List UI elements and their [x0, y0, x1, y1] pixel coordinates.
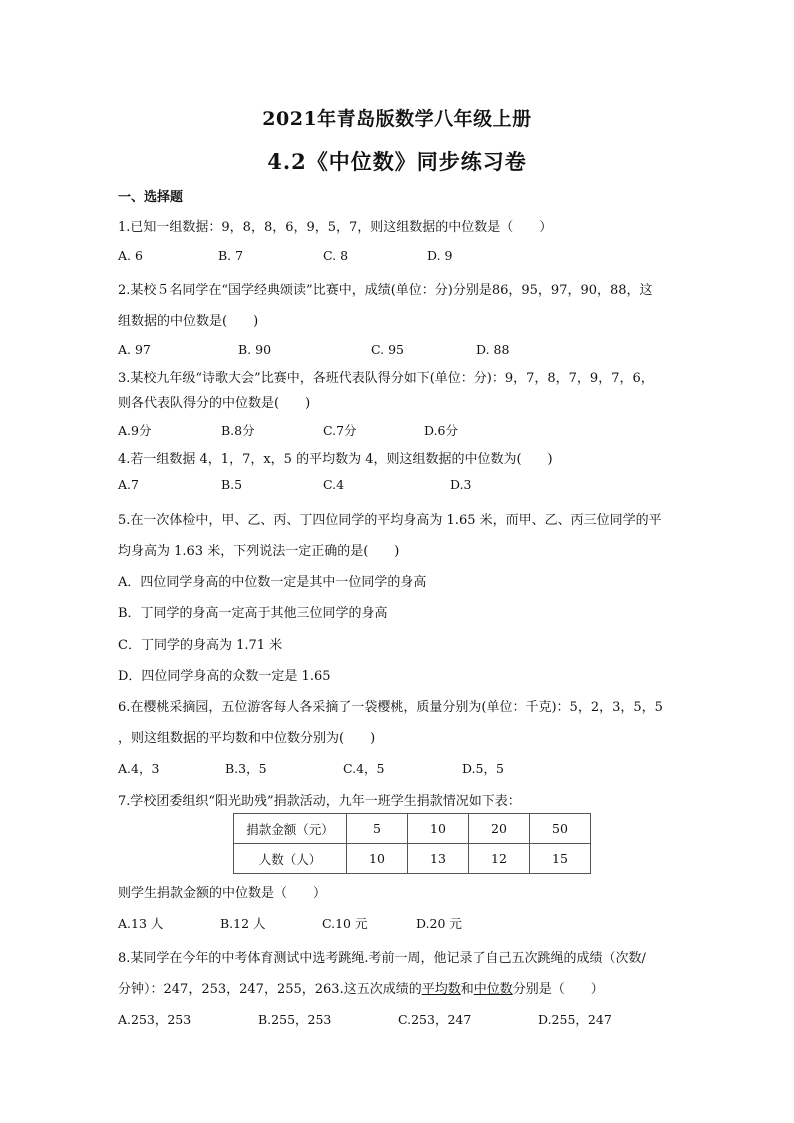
question-8-option-b: B.255，253 [258, 1012, 332, 1027]
question-4-option-c: C.4 [323, 477, 345, 492]
question-7-stem: 7.学校团委组织“阳光助残”捐款活动，九年一班学生捐款情况如下表： [118, 794, 521, 809]
section-heading: 一、选择题 [118, 190, 184, 205]
question-4-option-d: D.3 [450, 477, 472, 492]
question-1-option-d: D. 9 [427, 248, 453, 263]
table-cell: 15 [530, 844, 591, 874]
question-2-option-a: A. 97 [118, 342, 151, 357]
question-8-stem-line-2 [118, 978, 604, 997]
question-5-stem-line-1: 5.在一次体检中，甲、乙、丙、丁四位同学的平均身高为 1.65 米，而甲、乙、丙三位同学的平 [118, 513, 662, 528]
question-1-option-a: A. 6 [118, 248, 143, 263]
question-8-stem-text: 分别是（ ） [512, 982, 604, 997]
question-6-stem-line-1: 6.在樱桃采摘园，五位游客每人各采摘了一袋樱桃，质量分别为(单位：千克)：5，2，3，5，5 [118, 700, 663, 715]
question-8-option-a: A.253，253 [118, 1012, 192, 1027]
table-cell: 10 [408, 814, 469, 844]
question-2-stem-line-2: 组数据的中位数是( ) [118, 314, 259, 329]
question-3-option-a: A.9分 [118, 423, 152, 438]
question-6-stem-line-2: ，则这组数据的平均数和中位数分别为( ) [118, 731, 376, 746]
question-4-option-b: B.5 [221, 477, 243, 492]
question-5-option-a: A．四位同学身高的中位数一定是其中一位同学的身高 [118, 575, 427, 590]
question-8-option-d: D.255，247 [538, 1012, 612, 1027]
question-3-option-d: D.6分 [424, 423, 459, 438]
question-8-stem-text: 和 [460, 982, 474, 997]
question-7-option-b: B.12 人 [220, 916, 266, 931]
question-8-stem-text: 分钟）：247，253，247，255，263.这五次成绩的 [118, 982, 422, 997]
question-6-option-d: D.5，5 [462, 761, 504, 776]
donation-table [233, 813, 591, 874]
question-5-option-c: C．丁同学的身高为 1.71 米 [118, 638, 283, 653]
question-4-option-a: A.7 [118, 477, 139, 492]
table-row [234, 814, 591, 844]
question-7-stem-line-2: 则学生捐款金额的中位数是（ ） [118, 886, 327, 901]
question-5-option-b: B．丁同学的身高一定高于其他三位同学的身高 [118, 606, 388, 621]
question-6-option-c: C.4，5 [343, 761, 385, 776]
question-1-option-b: B. 7 [218, 248, 244, 263]
document-title: 2021年青岛版数学八年级上册 [262, 108, 532, 130]
question-1-option-c: C. 8 [323, 248, 349, 263]
table-cell: 5 [347, 814, 408, 844]
question-3-stem-line-1: 3.某校九年级“诗歌大会”比赛中，各班代表队得分如下(单位：分)：9，7，8，7，9，7，6， [118, 371, 654, 386]
question-1-stem: 1.已知一组数据：9，8，8，6，9，5，7，则这组数据的中位数是（ ） [118, 220, 553, 235]
question-4-stem: 4.若一组数据 4，1，7，x，5 的平均数为 4，则这组数据的中位数为( ) [118, 452, 553, 467]
question-7-option-c: C.10 元 [322, 916, 368, 931]
table-cell: 50 [530, 814, 591, 844]
question-7-option-a: A.13 人 [118, 916, 164, 931]
question-2-stem-line-1: 2.某校５名同学在“国学经典颂读”比赛中，成绩(单位：分)分别是86，95，97，90，88，这 [118, 283, 653, 298]
question-5-option-d: D．四位同学身高的众数一定是 1.65 [118, 669, 331, 684]
table-cell: 捐款金额（元） [234, 814, 347, 844]
question-6-option-b: B.3，5 [225, 761, 267, 776]
question-5-stem-line-2: 均身高为 1.63 米，下列说法一定正确的是( ) [118, 544, 400, 559]
table-cell: 12 [469, 844, 530, 874]
document-subtitle: 4.2《中位数》同步练习卷 [267, 149, 527, 174]
question-3-option-c: C.7分 [323, 423, 357, 438]
question-7-option-d: D.20 元 [416, 916, 462, 931]
table-cell: 人数（人） [234, 844, 347, 874]
underlined-term-mean: 平均数 [421, 982, 461, 997]
question-3-option-b: B.8分 [221, 423, 255, 438]
question-2-option-c: C. 95 [371, 342, 404, 357]
table-cell: 20 [469, 814, 530, 844]
underlined-term-median: 中位数 [473, 982, 513, 997]
table-row [234, 844, 591, 874]
question-6-option-a: A.4，3 [118, 761, 160, 776]
question-3-stem-line-2: 则各代表队得分的中位数是( ) [118, 396, 311, 411]
question-8-stem-line-1: 8.某同学在今年的中考体育测试中选考跳绳.考前一周，他记录了自己五次跳绳的成绩（次数/ [118, 951, 646, 966]
question-2-option-b: B. 90 [238, 342, 272, 357]
question-8-option-c: C.253，247 [398, 1012, 472, 1027]
table-cell: 13 [408, 844, 469, 874]
table-cell: 10 [347, 844, 408, 874]
question-2-option-d: D. 88 [476, 342, 510, 357]
